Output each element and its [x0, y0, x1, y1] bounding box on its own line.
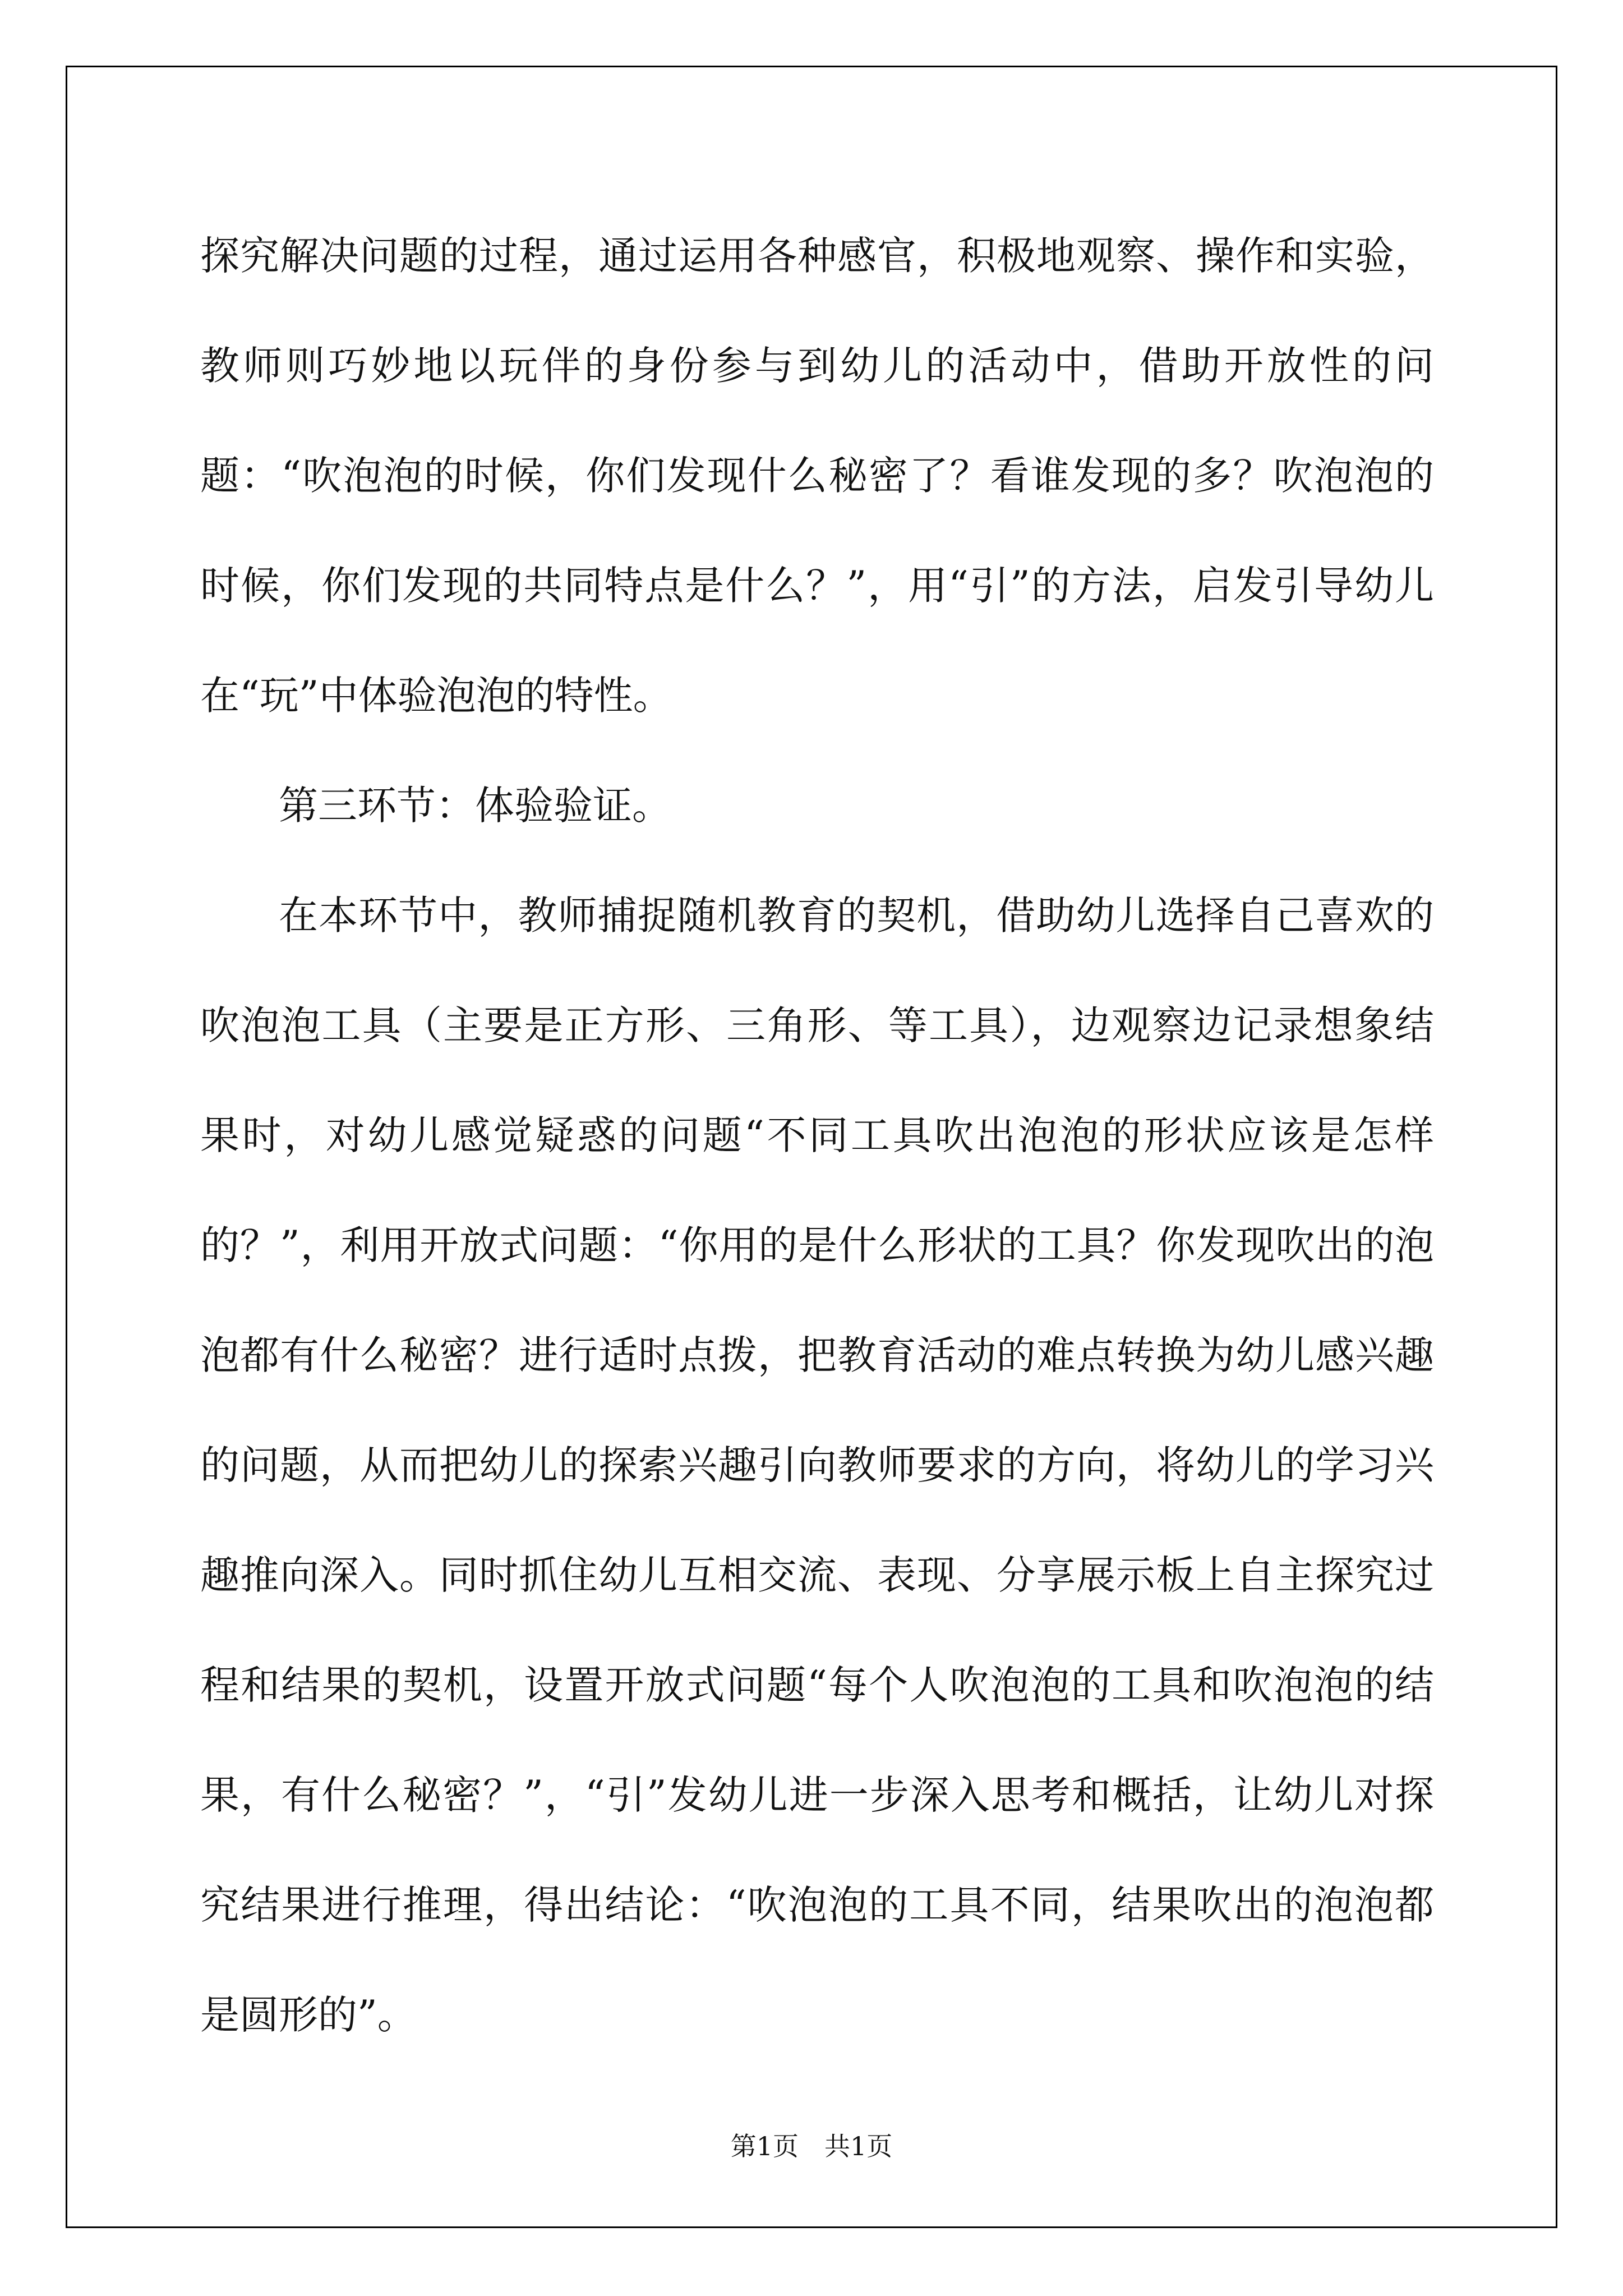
section-heading: 第三环节：体验验证。	[279, 783, 671, 829]
page-footer: 第1页 共1页	[730, 2131, 893, 2161]
paragraph-continuation: 探究解决问题的过程，通过运用各种感官，积极地观察、操作和实验，教师则巧妙地以玩伴的身份参与到幼儿的活动中，借助开放性的问题：“吹泡泡的时候，你们发现什么秘密了？看谁发现的多？吹泡泡的时候，你们发现的共同特点是什么？”，用“引”的方法，启发引导幼儿在“玩”中体验泡泡的特性。	[200, 233, 1434, 719]
document-body	[200, 201, 1434, 2070]
paragraph-body: 在本环节中，教师捕捉随机教育的契机，借助幼儿选择自己喜欢的吹泡泡工具（主要是正方形、三角形、等工具），边观察边记录想象结果时，对幼儿感觉疑惑的问题“不同工具吹出泡泡的形状应该是怎样的？”，利用开放式问题：“你用的是什么形状的工具？你发现吹出的泡泡都有什么秘密？进行适时点拨，把教育活动的难点转换为幼儿感兴趣的问题，从而把幼儿的探索兴趣引向教师要求的方向，将幼儿的学习兴趣推向深入。同时抓住幼儿互相交流、表现、分享展示板上自主探究过程和结果的契机，设置开放式问题“每个人吹泡泡的工具和吹泡泡的结果，有什么秘密？”，“引”发幼儿进一步深入思考和概括，让幼儿对探究结果进行推理，得出结论：“吹泡泡的工具不同，结果吹出的泡泡都是圆形的”。	[200, 892, 1434, 2038]
